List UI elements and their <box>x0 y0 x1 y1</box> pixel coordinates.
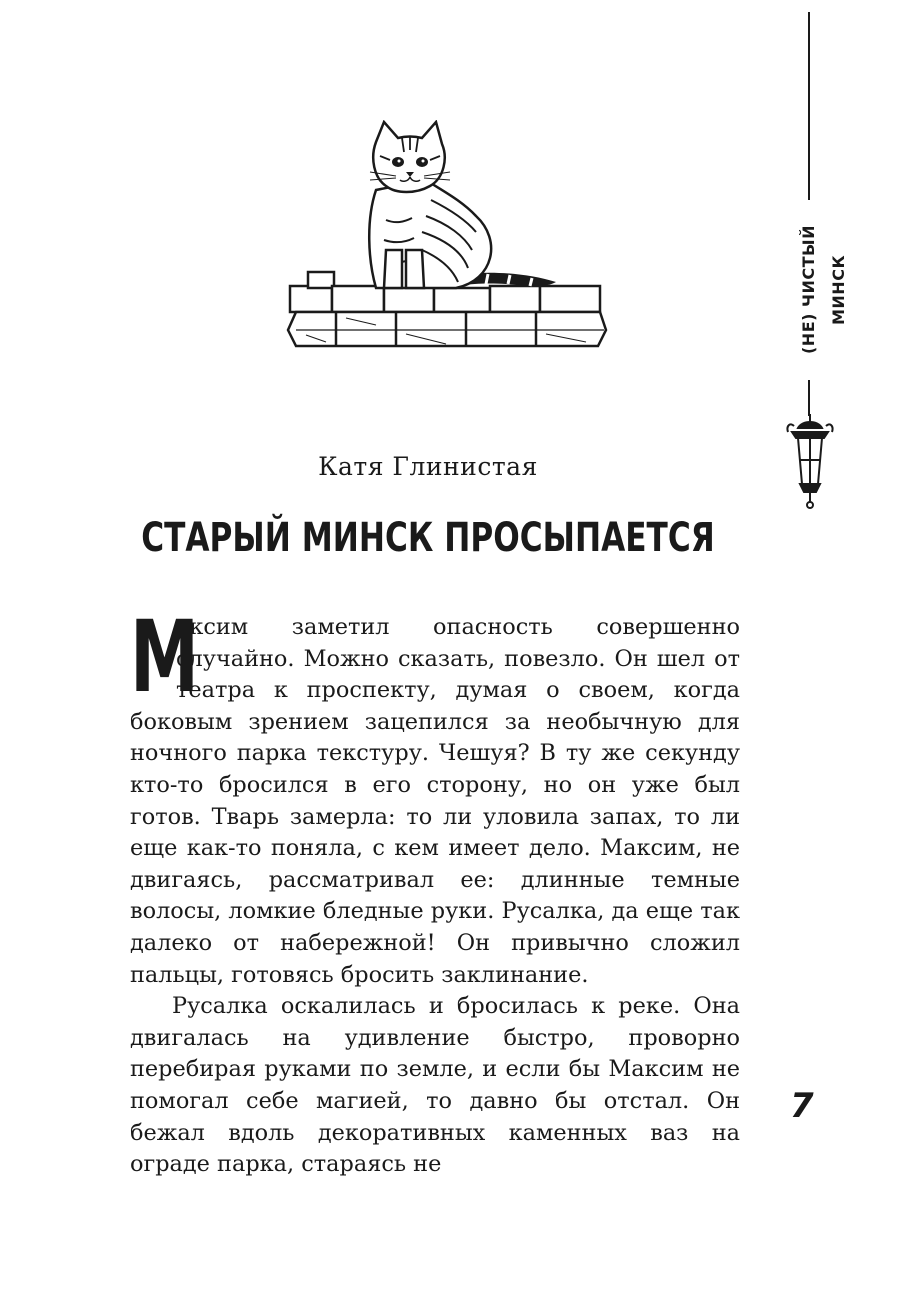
sidebar-line-bottom <box>808 380 810 416</box>
sidebar-line-top <box>808 12 810 200</box>
paragraph-1-text: аксим заметил опасность совершенно случайно. Можно сказать, повезло. Он шел от театра к проспекту, думая о своем, когда боковым зрением зацепился за необычную для ночного парка текстуру. Чешуя? В ту же секунду кто-то бросился в его сторону, но он уже был готов. Тварь замерла: то ли уловила запах, то ли еще как-то поняла, с кем имеет дело. Максим, не двигаясь, рассматривал ее: длинные темные волосы, ломкие бледные руки. Русалка, да еще так далеко от набережной! Он привычно сложил пальцы, готовясь бросить заклинание. <box>130 614 740 988</box>
cat-on-wall-illustration <box>226 120 646 380</box>
series-sidebar <box>780 0 848 520</box>
author-name: Катя Глинистая <box>318 452 538 481</box>
series-title: (НЕ) ЧИСТЫЙ МИНСК <box>799 225 848 355</box>
page-number: 7 <box>790 1086 814 1126</box>
drop-cap: М <box>130 600 199 715</box>
paragraph-2: Русалка оскалилась и бросилась к реке. Она двигалась на удивление быстро, проворно перебирая руками по земле, и если бы Максим не помогал себе магией, то давно бы отстал. Он бежал вдоль декоративных каменных ваз на ограде парка, стараясь не <box>130 993 740 1178</box>
chapter-title: СТАРЫЙ МИНСК ПРОСЫПАЕТСЯ <box>141 515 715 561</box>
paragraph-1 <box>130 600 740 991</box>
body-text <box>130 600 740 1181</box>
